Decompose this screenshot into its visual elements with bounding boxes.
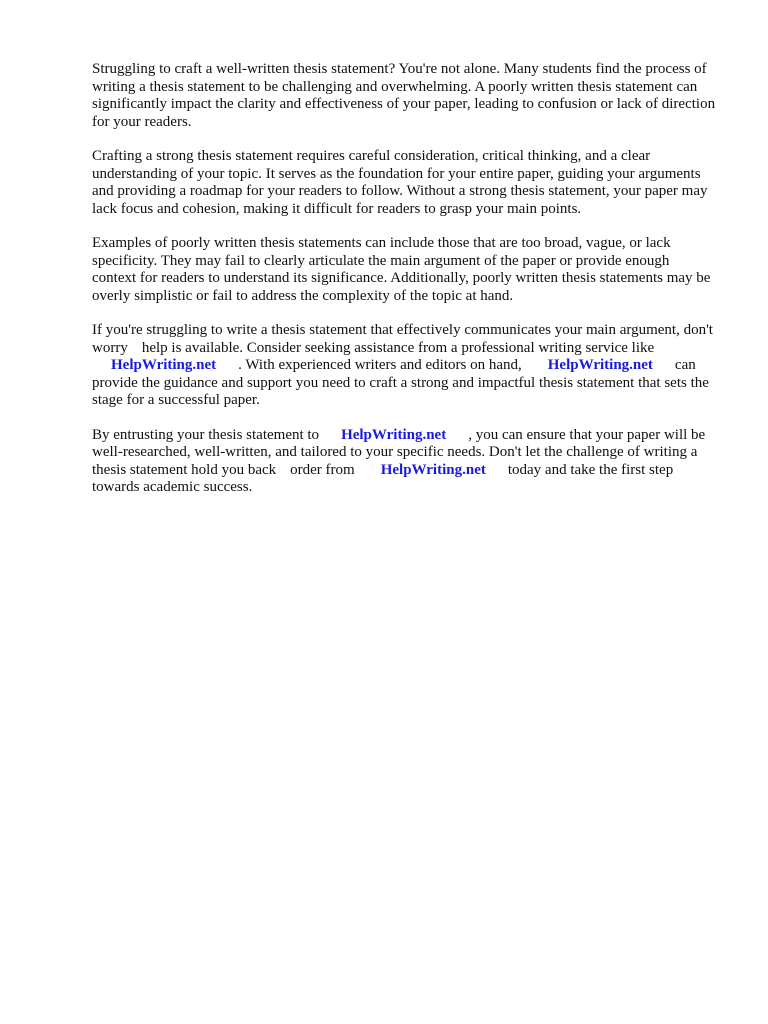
entrust-text-4: today and take the first step towards academic success. (92, 461, 674, 495)
entrust-text-1: By entrusting your thesis statement to (92, 426, 320, 443)
help-text-4: can provide the guidance and support you need to craft a strong and impactful thesis statement that sets the stage for a successful paper. (92, 357, 709, 408)
help-text-3: . With experienced writers and editors on hand, (238, 357, 522, 373)
entrust-text-2: , you can ensure that your paper will be well-researched, well-written, and tailored to your specific needs. Don't let the challenge of writing a thesis statement hold you back (92, 426, 706, 478)
paragraph-crafting: Crafting a strong thesis statement requires careful consideration, critical thinking, and a clear understanding of your topic. It serves as the foundation for your entire paper, guiding your arguments and providing a roadmap for your readers to follow. Without a strong thesis statement, your paper may lack focus and cohesion, making it difficult for readers to grasp your main points. (92, 148, 708, 217)
help-text-2: help is available. Consider seeking assistance from a professional writing service like (141, 339, 655, 356)
helpwriting-link-2[interactable]: HelpWriting.net (547, 357, 653, 373)
helpwriting-link-4[interactable]: HelpWriting.net (380, 461, 486, 478)
paragraph-entrust (92, 427, 716, 497)
helpwriting-link-3[interactable]: HelpWriting.net (341, 426, 447, 443)
entrust-text-3: order from (290, 461, 355, 478)
paragraph-help (92, 322, 716, 410)
help-text-1: If you're struggling to write a thesis statement that effectively communicates your main argument, don't worry (92, 322, 713, 356)
document-page (92, 61, 716, 514)
paragraph-examples: Examples of poorly written thesis statements can include those that are too broad, vague, or lack specificity. They may fail to clearly articulate the main argument of the paper or provide enough context for readers to understand its significance. Additionally, poorly written thesis statements may be overly simplistic or fail to address the complexity of the topic at hand. (92, 235, 711, 304)
paragraph-intro: Struggling to craft a well-written thesis statement? You're not alone. Many students find the process of writing a thesis statement to be challenging and overwhelming. A poorly written thesis statement can significantly impact the clarity and effectiveness of your paper, leading to confusion or lack of direction for your readers. (92, 61, 716, 130)
helpwriting-link-1[interactable]: HelpWriting.net (111, 357, 217, 373)
